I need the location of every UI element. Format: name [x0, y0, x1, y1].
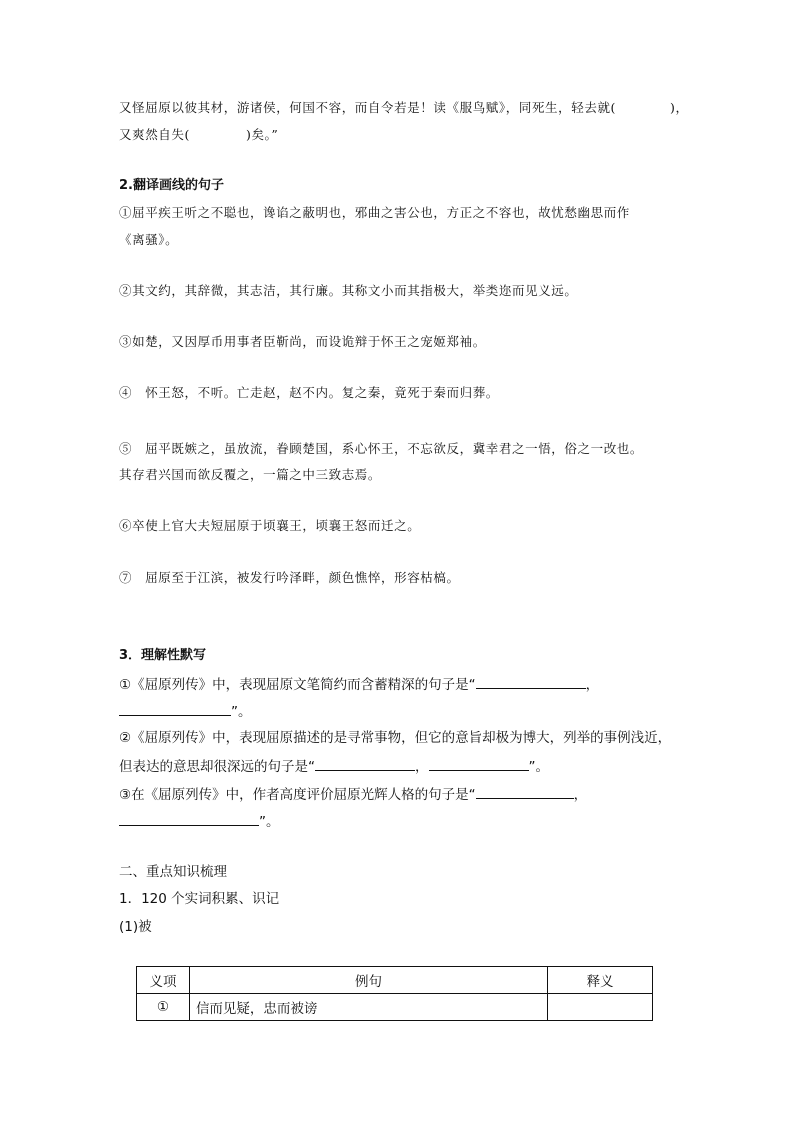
recitation-q2-cont [119, 756, 549, 776]
table-header-row [137, 967, 653, 994]
question-text: ”。 [231, 704, 252, 720]
part-heading: 二、重点知识梳理 [119, 864, 227, 880]
question-text: ③在《屈原列传》中，作者高度评价屈原光辉人格的句子是“ [119, 787, 476, 803]
translate-item: ④ 怀王怒，不听。亡走赵，赵不内。复之秦，竟死于秦而归葬。 [119, 385, 499, 400]
passage-text: )， [670, 100, 689, 115]
translate-item: ③如楚，又因厚币用事者臣靳尚，而设诡辩于怀王之宠姬郑袖。 [119, 334, 486, 349]
column-header: 义项 [137, 967, 190, 994]
recitation-q3-cont [119, 811, 280, 831]
sense-number: ① [137, 994, 190, 1021]
recitation-q3 [119, 784, 587, 804]
translate-item: ②其文约，其辞微，其志洁，其行廉。其称文小而其指极大，举类迩而见义远。 [119, 283, 578, 298]
translate-item: ⑤ 屈平既嫉之，虽放流，眷顾楚国，系心怀王，不忘欲反，冀幸君之一悟，俗之一改也。 [119, 441, 644, 456]
example-sentence: 信而见疑，忠而被谤 [189, 994, 547, 1021]
word-label: (1)被 [119, 919, 152, 935]
vocab-table [136, 966, 653, 1021]
passage-text: 又爽然自失( [119, 127, 190, 142]
answer-blank[interactable] [315, 756, 415, 771]
translate-item: ①屈平疾王听之不聪也，谗谄之蔽明也，邪曲之害公也，方正之不容也，故忧愁幽思而作 [119, 205, 630, 220]
section-heading: 3．理解性默写 [119, 648, 207, 663]
answer-blank[interactable] [119, 701, 231, 716]
question-text: ”。 [528, 759, 549, 775]
answer-blank[interactable] [476, 784, 574, 799]
answer-blank[interactable] [476, 674, 586, 689]
question-text: 但表达的意思却很深远的句子是“ [119, 759, 315, 775]
translate-item: ⑦ 屈原至于江滨，被发行吟泽畔，颜色憔悴，形容枯槁。 [119, 570, 460, 585]
passage-text: )矣。” [245, 127, 279, 142]
sub-heading: 1．120 个实词积累、识记 [119, 891, 280, 907]
answer-blank[interactable] [429, 756, 529, 771]
recitation-q2: ②《屈原列传》中，表现屈原描述的是寻常事物，但它的意旨却极为博大，列举的事例浅近， [119, 730, 672, 746]
passage-text: 又怪屈原以彼其材，游诸侯，何国不容，而自令若是！读《服鸟赋》，同死生，轻去就( [119, 100, 617, 115]
recitation-q1 [119, 674, 599, 694]
translate-item: 《离骚》。 [119, 232, 179, 247]
column-header: 例句 [189, 967, 547, 994]
passage-line-2 [119, 126, 278, 144]
question-text: ， [585, 677, 600, 693]
question-text: ”。 [259, 814, 280, 830]
question-text: ， [415, 759, 429, 775]
section-heading: 2.翻译画线的句子 [119, 178, 224, 193]
column-header: 释义 [548, 967, 653, 994]
question-text: ①《屈原列传》中，表现屈原文笔简约而含蓄精深的句子是“ [119, 677, 476, 693]
translate-item: ⑥卒使上官大夫短屈原于顷襄王，顷襄王怒而迁之。 [119, 518, 421, 533]
answer-blank[interactable] [119, 811, 259, 826]
translate-item: 其存君兴国而欲反覆之，一篇之中三致志焉。 [119, 467, 382, 482]
question-text: ， [573, 787, 588, 803]
passage-line-1 [119, 99, 689, 117]
recitation-q1-cont [119, 701, 252, 721]
meaning-cell[interactable] [548, 994, 653, 1021]
table-row [137, 994, 653, 1021]
